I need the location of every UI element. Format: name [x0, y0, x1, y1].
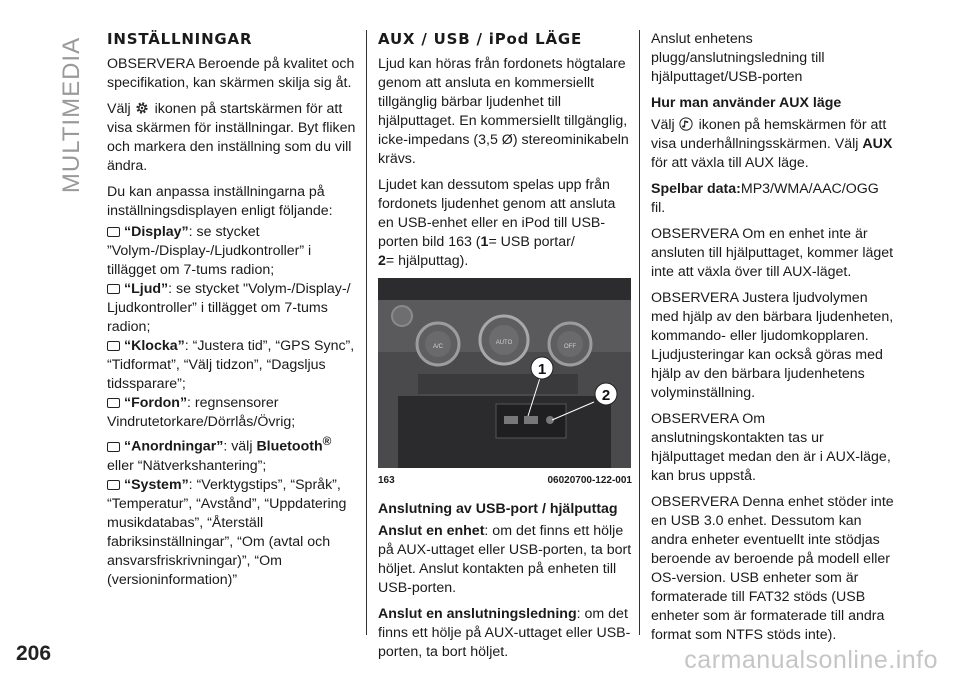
paragraph: OBSERVERA Denna enhet stöder inte en USB 3.0 enhet. Dessutom kan andra enheter eventuellt inte stödjas beroende av beroende på modell eller OS-version. USB enheter som är formaterade till FAT32 stöds (USB enheter som är formaterade till andra format som NTFS stöds inte). [651, 494, 894, 643]
paragraph: Välj ikonen på startskärmen för att visa skärmen för inställningar. Byt fliken och markera den inställning som du vill ändra. [107, 101, 356, 174]
list-item: “Klocka”: “Justera tid”, “GPS Sync”, “Tidformat”, “Välj tidzon”, “Dagsljus tidssparare”; [107, 338, 355, 392]
paragraph: Välj ikonen på hemskärmen för att visa underhållningsskärmen. Välj AUX för att växla till AUX läge. [651, 117, 893, 171]
paragraph: Anslut en anslutningsledning: om det finns ett hölje på AUX-uttaget eller USB-porten, ta bort höljet. [378, 606, 631, 660]
sub-heading: Anslutning av USB-port / hjälputtag [378, 501, 618, 517]
aux-usage-heading: Hur man använder AUX läge [651, 95, 842, 111]
column-1 [107, 30, 359, 590]
knob-label: A/C [432, 344, 444, 350]
center-console-illustration [378, 278, 631, 468]
list-item: “System”: “Verktygstips”, “Språk”, “Temperatur”, “Avstånd”, “Uppdatering musikdatabas”, “Återställ fabriksinställningar”, “Om (avtal och ansvarsfriskrivningar)”, “Om (versioninformation)” [107, 476, 347, 588]
figure-number: 163 [378, 475, 395, 486]
console-figure [378, 278, 631, 468]
paragraph: OBSERVERA Om anslutningskontakten tas ur hjälputtaget medan den är i AUX-läge, kan brus uppstå. [651, 411, 891, 484]
figure-caption [378, 471, 632, 490]
paragraph: Ljudet kan dessutom spelas upp från fordonets ljudenhet genom att ansluta en USB-enhet eller en iPod till USB-porten bild 163 (1= USB portar/ 2= hjälputtag). [378, 177, 616, 269]
start-button [392, 306, 412, 326]
list-item: “Ljud”: se stycket "Volym-/Display-/ Ljudkontroller” i tillägget om 7-tums radion; [107, 281, 351, 335]
settings-heading: INSTÄLLNINGAR [107, 30, 253, 48]
bullet-box-icon [107, 442, 120, 452]
column-divider-1 [366, 30, 367, 635]
gear-icon [135, 101, 149, 115]
bullet-box-icon [107, 480, 120, 490]
knob-label: AUTO [495, 340, 513, 346]
bullet-box-icon [107, 341, 120, 351]
usb-port [504, 416, 518, 424]
column-divider-2 [639, 30, 640, 635]
section-side-tab [54, 30, 90, 200]
bullet-box-icon [107, 398, 120, 408]
paragraph: Anslut en enhet: om det finns ett hölje på AUX-uttaget eller USB-porten, ta bort höljet. Anslut kontakten på enheten till USB-porten. [378, 523, 632, 596]
column-3 [651, 30, 896, 652]
paragraph: OBSERVERA Om en enhet inte är ansluten till hjälputtaget, kommer läget inte att växla över till AUX-läget. [651, 226, 894, 280]
paragraph: OBSERVERA Beroende på kvalitet och specifikation, kan skärmen skilja sig åt. [107, 56, 355, 91]
column-2 [378, 30, 632, 669]
paragraph: Spelbar data:MP3/WMA/AAC/OGG fil. [651, 181, 879, 216]
paragraph: Anslut enhetens plugg/anslutningsledning till hjälputtaget/USB-porten [651, 31, 825, 85]
page-number: 206 [16, 642, 52, 665]
section-label: MULTIMEDIA [58, 36, 85, 194]
list-item: “Display”: se stycket ”Volym-/Display-/Ljudkontroller” i tillägget om 7-tums radion; [107, 224, 312, 278]
list-item: “Fordon”: regnsensorer Vindrutetorkare/Dörrlås/Övrig; [107, 395, 296, 430]
watermark: carmanualsonline.info [684, 646, 938, 674]
aux-usb-heading: AUX / USB / iPod LÄGE [378, 30, 583, 48]
paragraph: Ljud kan höras från fordonets högtalare genom att ansluta en kommersiellt tillgänglig bärbar ljudenhet till hjälputtaget. En kommersiellt tillgänglig, icke-impedans (3,5 Ø) stereominikabeln krävs. [378, 56, 629, 167]
bullet-box-icon [107, 284, 120, 294]
figure-code: 06020700-122-001 [547, 475, 632, 486]
paragraph: OBSERVERA Justera ljudvolymen med hjälp av den bärbara ljudenheten, kommando- eller ljudomkopplaren. Ljudjusteringar kan också göras med hjälp av den bärbara ljudenhetens volyminställning. [651, 290, 894, 401]
usb-port [524, 416, 538, 424]
list-item: “Anordningar”: välj Bluetooth® eller “Nätverkshantering”; [107, 434, 332, 474]
svg-text:2: 2 [601, 387, 611, 404]
bullet-box-icon [107, 227, 120, 237]
knob-label: OFF [564, 344, 576, 350]
music-note-icon [679, 117, 693, 131]
svg-text:1: 1 [537, 361, 547, 378]
paragraph: Du kan anpassa inställningarna på inställningsdisplayen enligt följande: [107, 184, 333, 219]
